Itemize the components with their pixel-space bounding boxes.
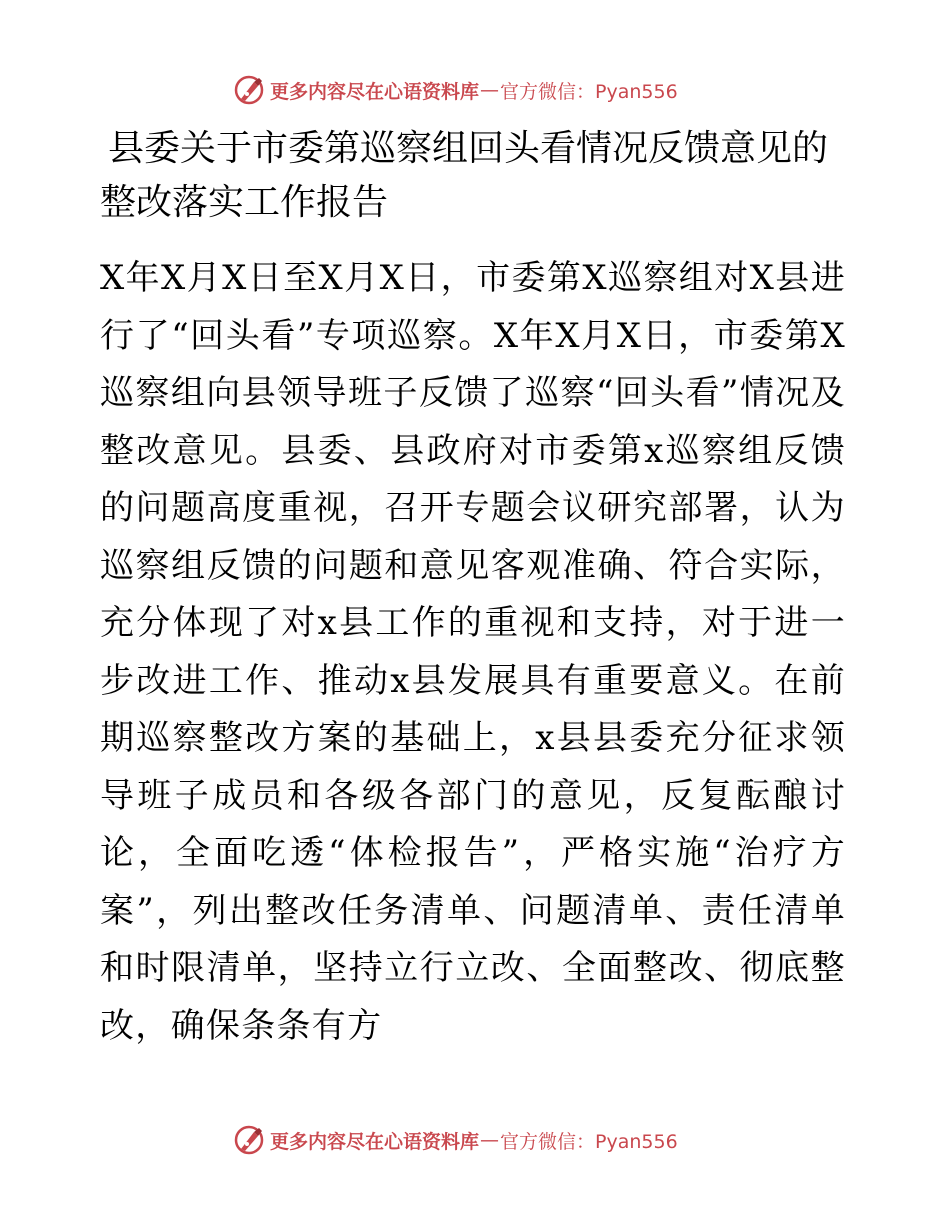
- pen-nib-logo-icon: [232, 1123, 266, 1157]
- watermark-site-text: 更多内容尽在心语资料库: [270, 1130, 480, 1153]
- watermark-dash: —: [480, 1129, 500, 1151]
- watermark-site-text: 更多内容尽在心语资料库: [270, 80, 480, 103]
- watermark-dash: —: [480, 79, 500, 101]
- footer-watermark: [232, 1122, 732, 1158]
- watermark-contact: 官方微信：Pyan556: [500, 1130, 678, 1153]
- header-watermark: [232, 72, 732, 108]
- watermark-contact: 官方微信：Pyan556: [500, 80, 678, 103]
- document-body: X年X月X日至X月X日，市委第X巡察组对X县进行了“回头看”专项巡察。X年X月X日，市委第X巡察组向县领导班子反馈了巡察“回头看”情况及整改意见。县委、县政府对市委第x巡察组反馈的问题高度重视，召开专题会议研究部署，认为巡察组反馈的问题和意见客观准确、符合实际，充分体现了对x县工作的重视和支持，对于进一步改进工作、推动x县发展具有重要意义。在前期巡察整改方案的基础上，x县县委充分征求领导班子成员和各级各部门的意见，反复酝酿讨论，全面吃透“体检报告”，严格实施“治疗方案”，列出整改任务清单、问题清单、责任清单和时限清单，坚持立行立改、全面整改、彻底整改，确保条条有方: [100, 258, 846, 1046]
- pen-nib-logo-icon: [232, 73, 266, 107]
- document-title: 县委关于市委第巡察组回头看情况反馈意见的整改落实工作报告: [100, 128, 829, 223]
